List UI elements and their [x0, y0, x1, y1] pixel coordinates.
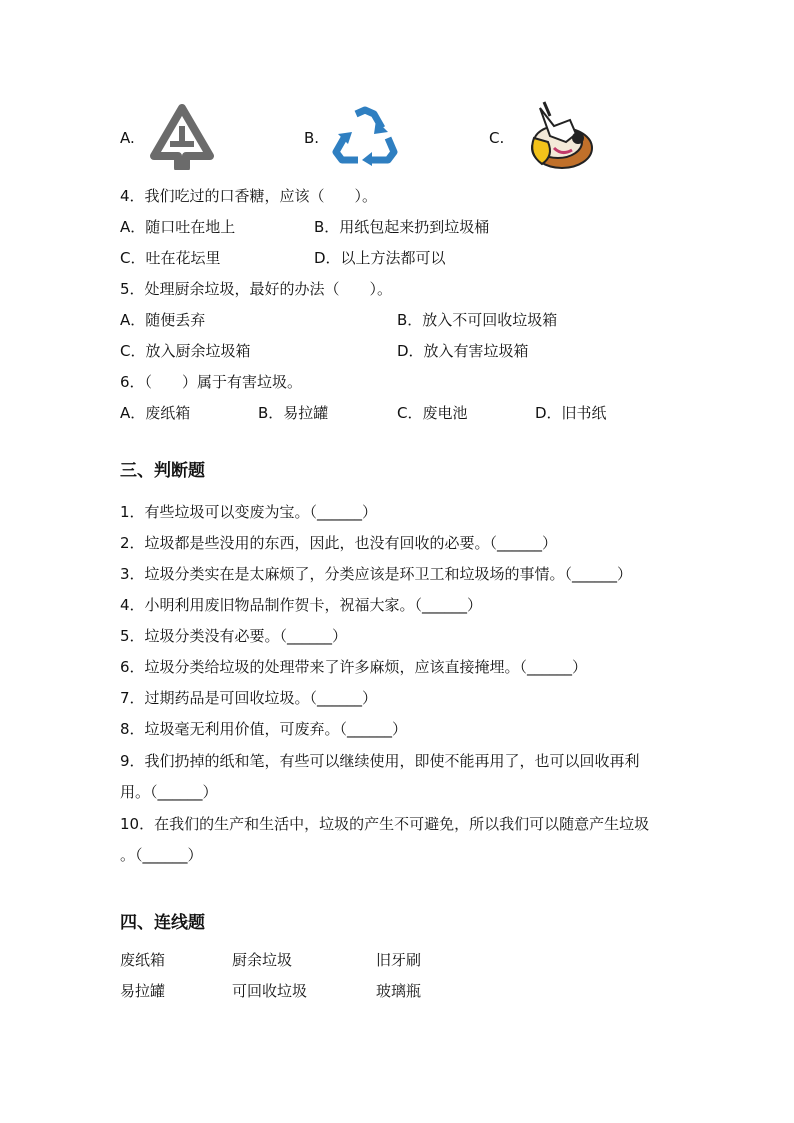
question-5-option-c[interactable]: C．放入厨余垃圾箱 [120, 342, 251, 360]
option-b-label: B. [304, 129, 320, 147]
matching-left-item[interactable]: 易拉罐 [120, 982, 166, 1000]
judgment-item: 。（______） [120, 846, 203, 864]
question-4-option-b[interactable]: B．用纸包起来扔到垃圾桶 [314, 218, 490, 236]
question-6-option-c[interactable]: C．废电池 [397, 404, 468, 422]
judgment-section-title: 三、判断题 [120, 461, 205, 481]
matching-middle-item[interactable]: 厨余垃圾 [232, 951, 293, 969]
judgment-item: 10．在我们的生产和生活中，垃圾的产生不可避免，所以我们可以随意产生垃圾 [120, 815, 650, 833]
question-4-option-c[interactable]: C．吐在花坛里 [120, 249, 221, 267]
judgment-item: 3．垃圾分类实在是太麻烦了，分类应该是环卫工和垃圾场的事情。（______） [120, 565, 633, 583]
judgment-item: 7．过期药品是可回收垃圾。（______） [120, 689, 378, 707]
question-4-stem: 4．我们吃过的口香糖，应该（ ）。 [120, 187, 378, 205]
question-4-option-a[interactable]: A．随口吐在地上 [120, 218, 236, 236]
judgment-item: 6．垃圾分类给垃圾的处理带来了许多麻烦，应该直接掩埋。（______） [120, 658, 588, 676]
judgment-item: 用。（______） [120, 783, 218, 801]
judgment-item: 2．垃圾都是些没用的东西，因此，也没有回收的必要。（______） [120, 534, 558, 552]
blue-recycle-arrows-icon [332, 106, 398, 170]
question-6-option-b[interactable]: B．易拉罐 [258, 404, 329, 422]
matching-section-title: 四、连线题 [120, 913, 205, 933]
food-waste-icon [514, 98, 594, 178]
matching-right-item[interactable]: 旧牙刷 [376, 951, 422, 969]
option-c-label: C. [489, 129, 505, 147]
judgment-item: 8．垃圾毫无利用价值，可废弃。（______） [120, 720, 408, 738]
question-5-option-b[interactable]: B．放入不可回收垃圾箱 [397, 311, 558, 329]
matching-middle-item[interactable]: 可回收垃圾 [232, 982, 308, 1000]
matching-left-item[interactable]: 废纸箱 [120, 951, 166, 969]
question-5-stem: 5．处理厨余垃圾，最好的办法（ ）。 [120, 280, 393, 298]
question-6-stem: 6．（ ）属于有害垃圾。 [120, 373, 303, 391]
question-4-option-d[interactable]: D．以上方法都可以 [314, 249, 446, 267]
gray-recycle-triangle-icon [150, 104, 214, 174]
question-5-option-a[interactable]: A．随便丢弃 [120, 311, 206, 329]
judgment-item: 1．有些垃圾可以变废为宝。（______） [120, 503, 378, 521]
judgment-item: 9．我们扔掉的纸和笔，有些可以继续使用，即使不能再用了，也可以回收再利 [120, 752, 640, 770]
question-5-option-d[interactable]: D．放入有害垃圾箱 [397, 342, 529, 360]
judgment-item: 4．小明利用废旧物品制作贺卡，祝福大家。（______） [120, 596, 483, 614]
question-6-option-d[interactable]: D．旧书纸 [535, 404, 607, 422]
judgment-item: 5．垃圾分类没有必要。（______） [120, 627, 348, 645]
matching-right-item[interactable]: 玻璃瓶 [376, 982, 422, 1000]
question-6-option-a[interactable]: A．废纸箱 [120, 404, 191, 422]
option-a-label: A. [120, 129, 135, 147]
